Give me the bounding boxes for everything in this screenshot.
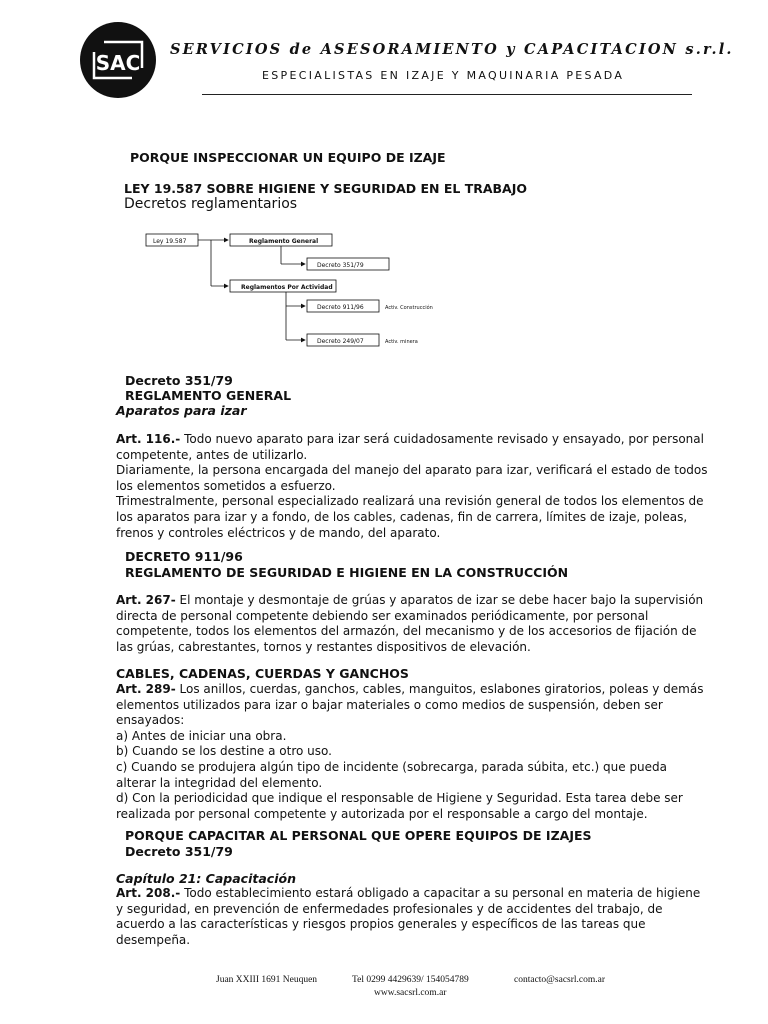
sec1-line: Trimestralmente, personal especializado realizará una revisión general de todos los elementos de xyxy=(116,494,704,509)
logo-text: SAC xyxy=(95,51,141,75)
sec3-line: ensayados: xyxy=(116,713,185,728)
sec1-line: frenos y controles eléctricos y de mando, del aparato. xyxy=(116,525,441,540)
sec3-line: realizada por personal competente y autorizada por el responsable a cargo del montaje. xyxy=(116,806,648,821)
sec1-line: Todo nuevo aparato para izar será cuidadosamente revisado y ensayado, por personal xyxy=(180,432,704,446)
sec4-paragraph xyxy=(116,886,716,948)
sec3-line: d) Con la periodicidad que indique el responsable de Higiene y Seguridad. Esta tarea debe ser xyxy=(116,791,683,806)
sec2-reglamento: REGLAMENTO DE SEGURIDAD E HIGIENE EN LA CONSTRUCCIÓN xyxy=(125,565,569,580)
sec4-decreto: Decreto 351/79 xyxy=(125,844,233,859)
company-name: SERVICIOS de ASESORAMIENTO y CAPACITACION s.r.l. xyxy=(170,41,734,58)
sec4-line: Todo establecimiento estará obligado a capacitar a su personal en materia de higiene xyxy=(180,886,701,900)
ley-node-label: Ley 19.587 xyxy=(153,238,187,245)
art-116: Art. 116.- xyxy=(116,432,181,446)
page-title: PORQUE INSPECCIONAR UN EQUIPO DE IZAJE xyxy=(130,150,446,165)
sec4-heading: PORQUE CAPACITAR AL PERSONAL QUE OPERE EQUIPOS DE IZAJES xyxy=(125,828,592,843)
company-tagline: ESPECIALISTAS EN IZAJE Y MAQUINARIA PESADA xyxy=(262,69,625,82)
art-267: Art. 267- xyxy=(116,593,176,607)
sec2-decreto: DECRETO 911/96 xyxy=(125,549,243,564)
sec4-capitulo: Capítulo 21: Capacitación xyxy=(116,871,296,886)
decree-diagram xyxy=(145,228,465,354)
sec2-line: las grúas, cabrestantes, tornos y restantes dispositivos de elevación. xyxy=(116,639,531,654)
art-208: Art. 208.- xyxy=(116,886,181,900)
sec2-line: El montaje y desmontaje de grúas y aparatos de izar se debe hacer bajo la supervisión xyxy=(175,593,704,607)
sec3-line: a) Antes de iniciar una obra. xyxy=(116,728,287,743)
footer-phone: Tel 0299 4429639/ 154054789 xyxy=(352,975,469,985)
header-divider xyxy=(202,94,692,95)
sec1-aparatos: Aparatos para izar xyxy=(116,403,247,418)
sec3-line: b) Cuando se los destine a otro uso. xyxy=(116,744,332,759)
footer-website[interactable]: www.sacsrl.com.ar xyxy=(374,988,447,998)
sec1-line: Diariamente, la persona encargada del manejo del aparato para izar, verificará el estado de todos xyxy=(116,463,708,478)
sec3-line: elementos utilizados para izar o bajar materiales o como medios de suspensión, deben ser xyxy=(116,697,663,712)
sec3-line: alterar la integridad del elemento. xyxy=(116,775,323,790)
reglamento-general-label: Reglamento General xyxy=(249,238,319,245)
footer-email[interactable]: contacto@sacsrl.com.ar xyxy=(514,975,606,985)
sec3-heading: CABLES, CADENAS, CUERDAS Y GANCHOS xyxy=(116,666,409,681)
sec1-line: los aparatos para izar y a fondo, de los cables, cadenas, fin de carrera, límites de izaje, poleas, xyxy=(116,509,688,524)
art-289: Art. 289- xyxy=(116,682,176,696)
decreto-351-label: Decreto 351/79 xyxy=(317,262,364,269)
note-minera: Activ. minera xyxy=(385,339,418,345)
decreto-911-label: Decreto 911/96 xyxy=(317,304,364,311)
sec3-paragraph xyxy=(116,682,716,822)
decree-tree-svg xyxy=(145,228,465,350)
sec1-decreto: Decreto 351/79 xyxy=(125,373,233,388)
decreto-249-label: Decreto 249/07 xyxy=(317,338,364,345)
footer-address: Juan XXIII 1691 Neuquen xyxy=(216,975,318,985)
sec1-reglamento: REGLAMENTO GENERAL xyxy=(125,388,292,403)
sec2-line: directa de personal competente debiendo ser examinados periódicamente, por personal xyxy=(116,608,649,623)
sec1-line: competente, antes de utilizarlo. xyxy=(116,447,308,462)
law-subtitle: Decretos reglamentarios xyxy=(124,196,298,212)
reglamentos-actividad-label: Reglamentos Por Actividad xyxy=(241,284,333,291)
sec1-line: los elementos sometidos a esfuerzo. xyxy=(116,478,336,493)
company-logo xyxy=(80,22,156,98)
sec3-line: Los anillos, cuerdas, ganchos, cables, manguitos, eslabones giratorios, poleas y demás xyxy=(175,682,704,696)
sac-logo-icon xyxy=(80,22,156,98)
sec4-line: acuerdo a las características y riesgos propios generales y específicos de las tareas que xyxy=(116,917,646,932)
sec1-paragraph xyxy=(116,432,716,541)
sec2-line: competente, todos los elementos del armazón, del mecanismo y de los accesorios de fijación de xyxy=(116,624,697,639)
note-construccion: Activ. Construcción xyxy=(385,305,433,311)
law-title: LEY 19.587 SOBRE HIGIENE Y SEGURIDAD EN EL TRABAJO xyxy=(124,181,528,196)
sec4-line: y seguridad, en prevención de enfermedades profesionales y de accidentes del trabajo, de xyxy=(116,901,663,916)
sec4-line: desempeña. xyxy=(116,932,191,947)
sec3-line: c) Cuando se produjera algún tipo de incidente (sobrecarga, parada súbita, etc.) que pueda xyxy=(116,759,668,774)
sec2-paragraph xyxy=(116,593,716,655)
